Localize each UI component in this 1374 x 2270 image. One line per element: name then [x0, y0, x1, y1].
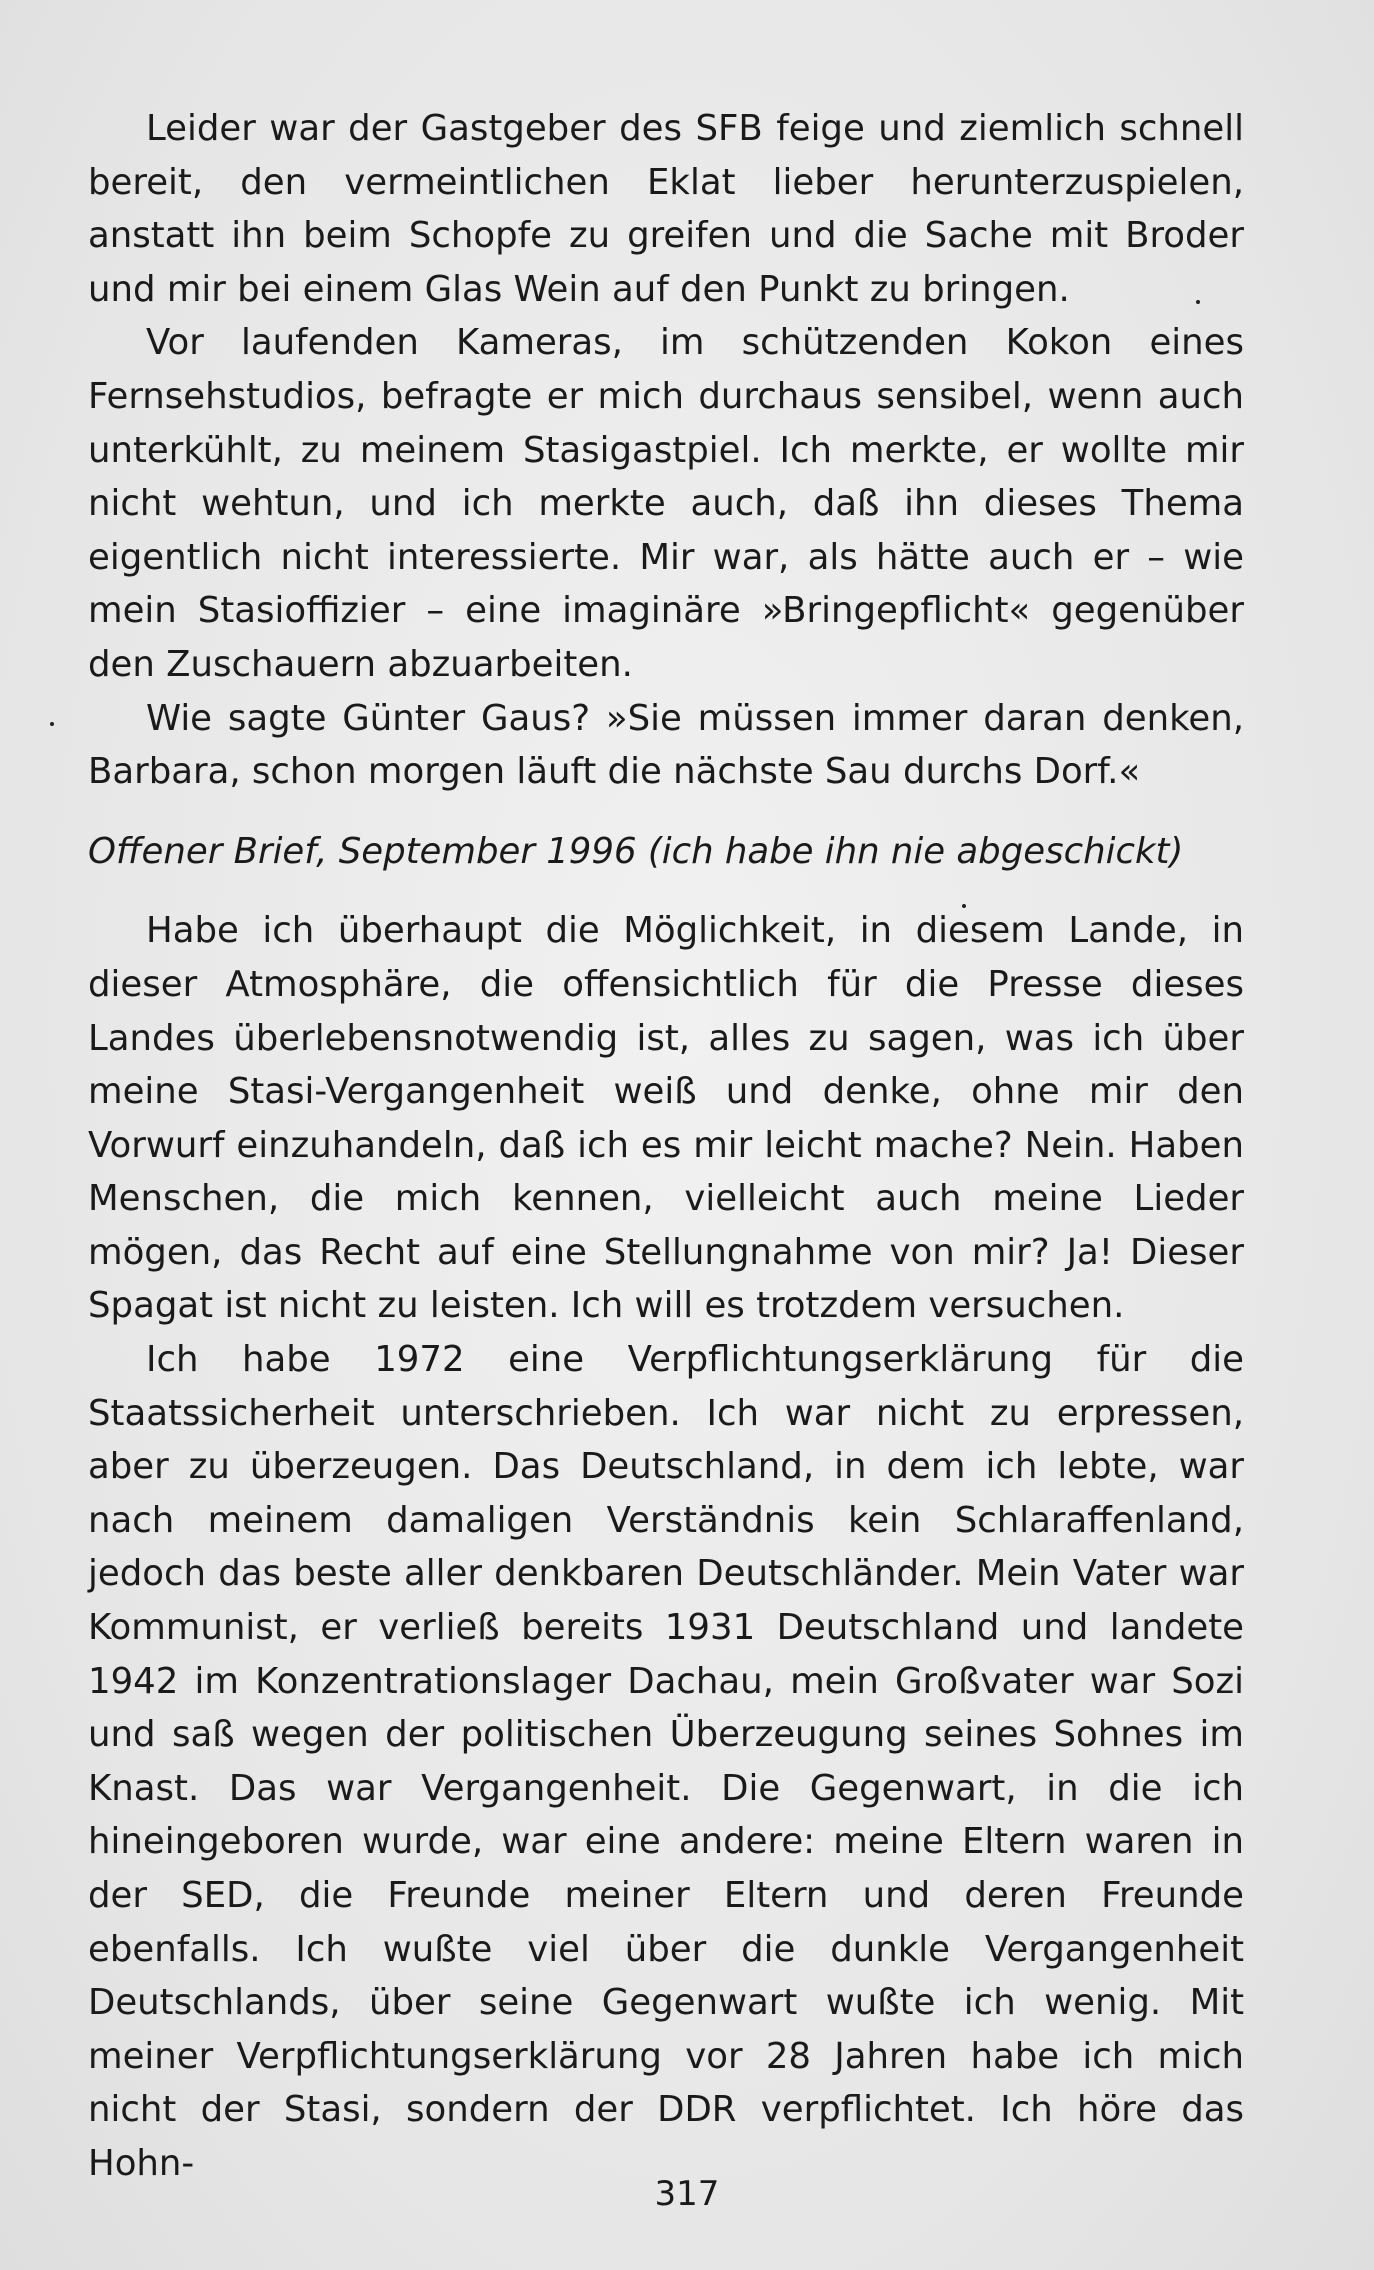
letter-paragraph-1: Habe ich überhaupt die Möglichkeit, in diesem Lande, in dieser Atmosphäre, die offensichtlich für die Presse dieses Landes überlebensnotwendig ist, alles zu sagen, was ich über meine Stasi-Vergangenheit weiß und denke, ohne mir den Vorwurf einzuhandeln, daß ich es mir leicht mache? Nein. Haben Menschen, die mich kennen, vielleicht auch meine Lieder mögen, das Recht auf eine Stellungnahme von mir? Ja! Dieser Spagat ist nicht zu leisten. Ich will es trotzdem versuchen.: [88, 910, 1244, 1327]
paragraph-1: Leider war der Gastgeber des SFB feige und ziemlich schnell bereit, den vermeintlichen Eklat lieber herunterzuspielen, anstatt ihn beim Schopfe zu greifen und die Sache mit Broder und mir bei einem Glas Wein auf den Punkt zu bringen.: [88, 108, 1244, 310]
speck-mark: [50, 722, 54, 726]
page-number: 317: [654, 2174, 720, 2214]
body-text: [88, 102, 1244, 2191]
paragraph-3: Wie sagte Günter Gaus? »Sie müssen immer daran denken, Barbara, schon morgen läuft die nächste Sau durchs Dorf.«: [88, 697, 1244, 793]
section-heading: Offener Brief, September 1996 (ich habe ihn nie abgeschickt): [88, 830, 1184, 872]
paragraph-2: Vor laufenden Kameras, im schützenden Kokon eines Fernsehstudios, befragte er mich durchaus sensibel, wenn auch unterkühlt, zu meinem Stasigastpiel. Ich merkte, er wollte mir nicht wehtun, und ich merkte auch, daß ihn dieses Thema eigentlich nicht interessierte. Mir war, als hätte auch er – wie mein Stasioffizier – eine imaginäre »Bringepflicht« gegenüber den Zuschauern abzuarbeiten.: [88, 322, 1244, 685]
letter-paragraph-2: Ich habe 1972 eine Verpflichtungserklärung für die Staatssicherheit unterschrieben. Ich war nicht zu erpressen, aber zu überzeugen. Das Deutschland, in dem ich lebte, war nach meinem damaligen Verständnis kein Schlaraffenland, jedoch das beste aller denkbaren Deutschländer. Mein Vater war Kommunist, er verließ bereits 1931 Deutschland und landete 1942 im Konzentrationslager Dachau, mein Großvater war Sozi und saß wegen der politischen Überzeugung seines Sohnes im Knast. Das war Vergangenheit. Die Gegenwart, in die ich hineingeboren wurde, war eine andere: meine Eltern waren in der SED, die Freunde meiner Eltern und deren Freunde ebenfalls. Ich wußte viel über die dunkle Vergangenheit Deutschlands, über seine Gegenwart wußte ich wenig. Mit meiner Verpflichtungserklärung vor 28 Jahren habe ich mich nicht der Stasi, sondern der DDR verpflichtet. Ich höre das Hohn-: [88, 1339, 1244, 2184]
